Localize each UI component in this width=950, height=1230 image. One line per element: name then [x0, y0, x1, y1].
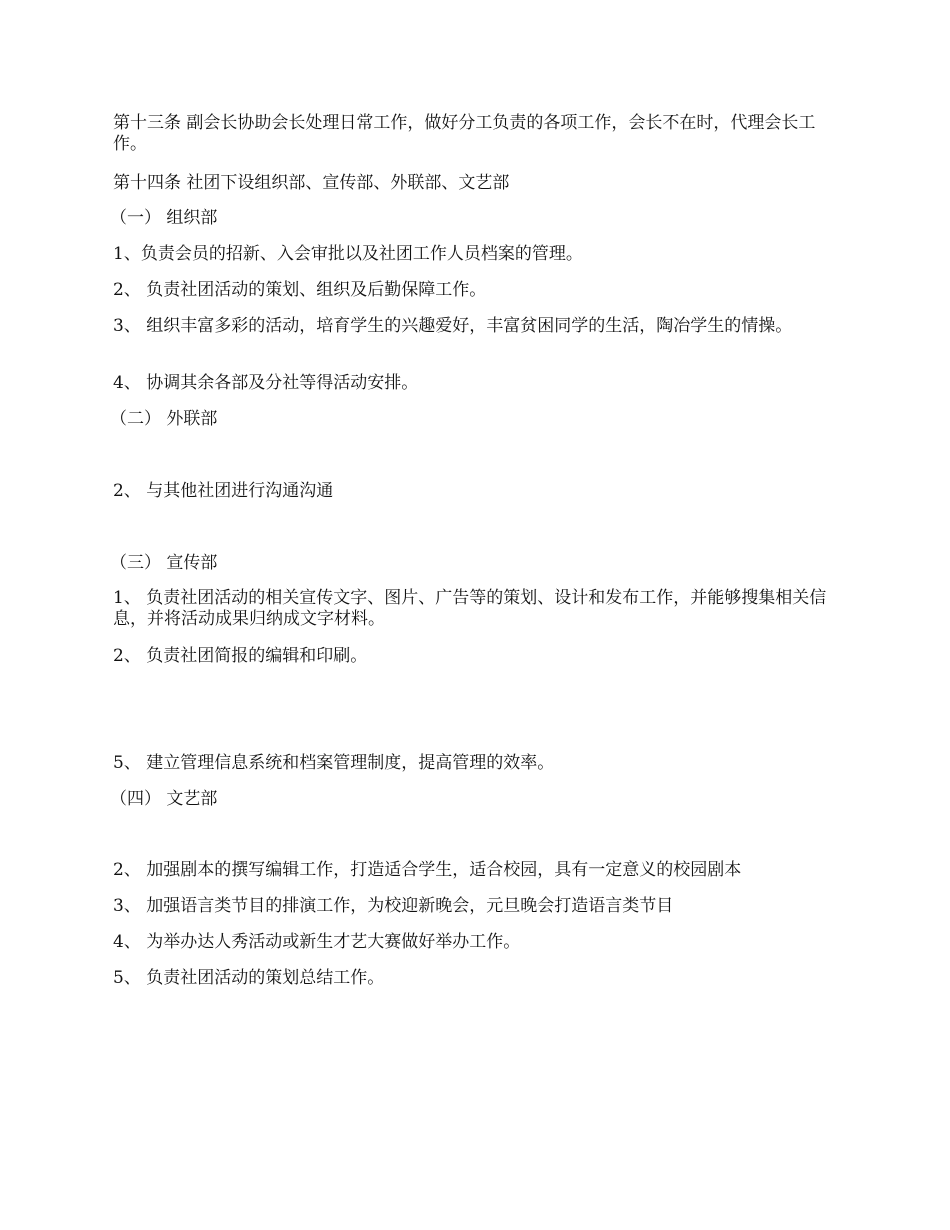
organization-item-1: 1、负责会员的招新、入会审批以及社团工作人员档案的管理。 — [113, 244, 583, 264]
arts-item-2: 2、 加强剧本的撰写编辑工作，打造适合学生，适合校园，具有一定意义的校园剧本 — [113, 860, 742, 880]
publicity-item-2: 2、 负责社团简报的编辑和印刷。 — [113, 646, 368, 666]
publicity-item-1: 1、 负责社团活动的相关宣传文字、图片、广告等的策划、设计和发布工作，并能够搜集相关信息，并将活动成果归纳成文字材料。 — [113, 588, 827, 629]
arts-item-3: 3、 加强语言类节目的排演工作，为校迎新晚会，元旦晚会打造语言类节目 — [113, 896, 674, 916]
article-14-paragraph: 第十四条 社团下设组织部、宣传部、外联部、文艺部 — [113, 173, 510, 193]
section-heading-arts: （四） 文艺部 — [110, 789, 218, 809]
organization-item-2: 2、 负责社团活动的策划、组织及后勤保障工作。 — [113, 280, 487, 300]
organization-item-4: 4、 协调其余各部及分社等得活动安排。 — [113, 373, 419, 393]
section-heading-publicity: （三） 宣传部 — [110, 553, 218, 573]
arts-item-5: 5、 负责社团活动的策划总结工作。 — [113, 968, 385, 988]
section-heading-organization: （一） 组织部 — [110, 208, 218, 228]
organization-item-3: 3、 组织丰富多彩的活动，培育学生的兴趣爱好，丰富贫困同学的生活，陶冶学生的情操。 — [113, 316, 793, 336]
section-heading-external-relations: （二） 外联部 — [110, 409, 218, 429]
external-relations-item-2: 2、 与其他社团进行沟通沟通 — [113, 481, 334, 501]
article-13-paragraph: 第十三条 副会长协助会长处理日常工作，做好分工负责的各项工作，会长不在时，代理会长工作。 — [113, 113, 816, 154]
publicity-item-5: 5、 建立管理信息系统和档案管理制度，提高管理的效率。 — [113, 753, 555, 773]
arts-item-4: 4、 为举办达人秀活动或新生才艺大赛做好举办工作。 — [113, 932, 521, 952]
